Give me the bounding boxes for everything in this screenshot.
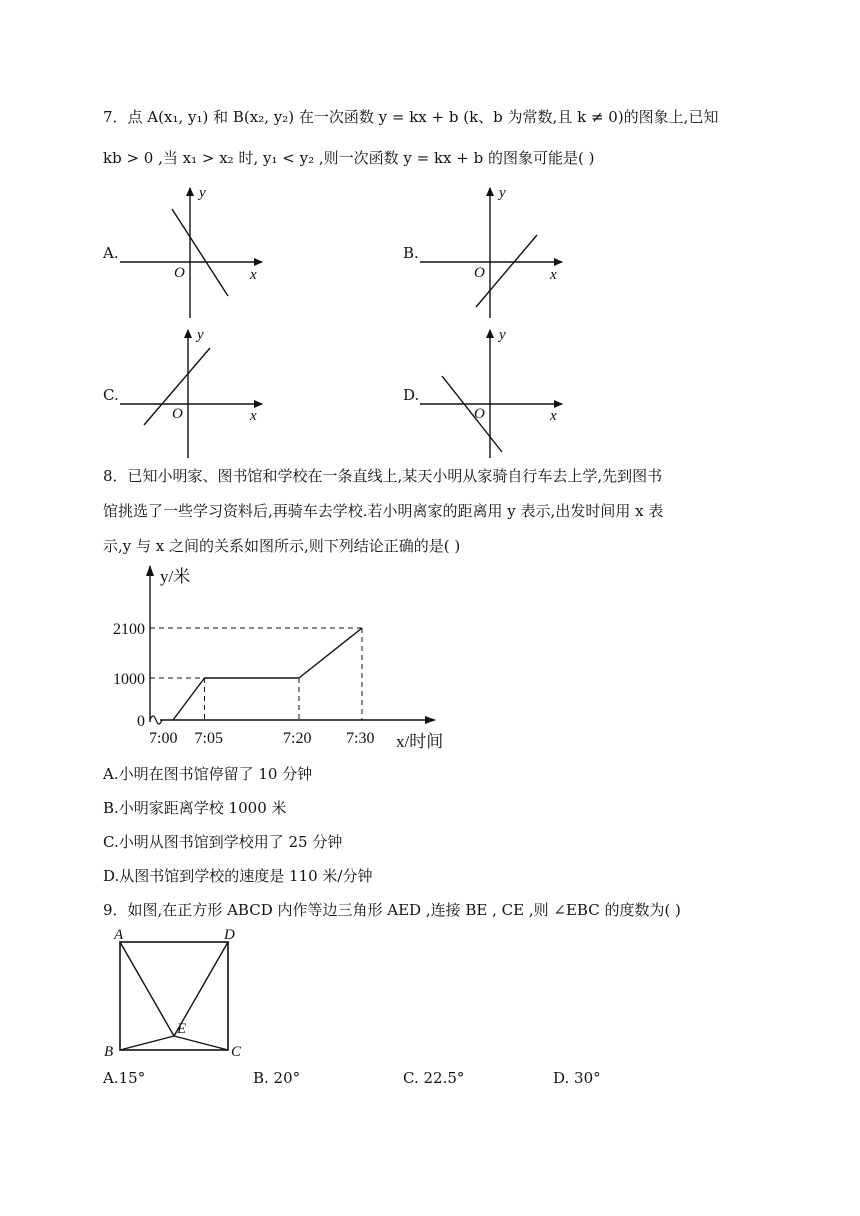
y-axis-label: y (499, 185, 506, 201)
vertex-d-label: D (224, 927, 235, 943)
q8-option-d: D.从图书馆到学校的速度是 110 米/分钟 (103, 867, 373, 885)
q9-option-d: D. 30° (553, 1069, 601, 1087)
vertex-b-label: B (104, 1044, 114, 1060)
x-axis-label: x/时间 (396, 732, 444, 751)
q7-option-c-label: C. (103, 386, 119, 404)
origin-label: O (174, 265, 185, 281)
q8-option-b: B.小明家距离学校 1000 米 (103, 799, 287, 817)
q8-option-a: A.小明在图书馆停留了 10 分钟 (103, 765, 313, 783)
y-tick-label: 2100 (113, 621, 145, 638)
q8-text-line3: 示,y 与 x 之间的关系如图所示,则下列结论正确的是( ) (103, 537, 461, 555)
x-tick-label: 7:30 (346, 730, 375, 747)
origin-label: O (474, 406, 485, 422)
x-tick-label: 7:00 (149, 730, 178, 747)
vertex-e-label: E (177, 1021, 187, 1037)
origin-label: O (474, 265, 485, 281)
q8-text-line2: 馆挑选了一些学习资料后,再骑车去学校.若小明离家的距离用 y 表示,出发时间用 x 表 (103, 502, 664, 520)
origin-label: O (172, 406, 183, 422)
x-axis-label: x (550, 267, 557, 283)
vertex-a-label: A (114, 927, 124, 943)
q7-option-a-label: A. (103, 244, 119, 262)
segment-ce (174, 1036, 228, 1050)
q9-text-line1: 9．如图,在正方形 ABCD 内作等边三角形 AED ,连接 BE , CE ,则 ∠EBC 的度数为( ) (103, 901, 681, 919)
q7-option-b-label: B. (403, 244, 419, 262)
x-axis-label: x (250, 408, 257, 424)
segment-ae (120, 942, 174, 1036)
x-tick-label: 7:20 (283, 730, 312, 747)
y-tick-label: 1000 (113, 671, 145, 688)
y-axis-label: y (199, 185, 206, 201)
q9-option-b: B. 20° (253, 1069, 301, 1087)
q7-text-line1: 7．点 A(x₁, y₁) 和 B(x₂, y₂) 在一次函数 y = kx + b (k、b 为常数,且 k ≠ 0)的图象上,已知 (103, 108, 719, 126)
q9-option-a: A.15° (103, 1069, 146, 1087)
y-axis-label: y/米 (160, 567, 191, 586)
q8-option-c: C.小明从图书馆到学校用了 25 分钟 (103, 833, 343, 851)
q7-option-d-label: D. (403, 386, 420, 404)
vertex-c-label: C (231, 1044, 242, 1060)
y-tick-label: 0 (137, 713, 145, 730)
q8-text-line1: 8．已知小明家、图书馆和学校在一条直线上,某天小明从家骑自行车去上学,先到图书 (103, 467, 663, 485)
q7-text-line2: kb > 0 ,当 x₁ > x₂ 时, y₁ < y₂ ,则一次函数 y = kx + b 的图象可能是( ) (103, 149, 595, 167)
y-axis-label: y (499, 327, 506, 343)
segment-be (120, 1036, 174, 1050)
q9-option-c: C. 22.5° (403, 1069, 465, 1087)
x-axis-label: x (250, 267, 257, 283)
x-axis-label: x (550, 408, 557, 424)
x-tick-label: 7:05 (194, 730, 223, 747)
square-abcd (120, 942, 228, 1050)
y-axis-label: y (197, 327, 204, 343)
